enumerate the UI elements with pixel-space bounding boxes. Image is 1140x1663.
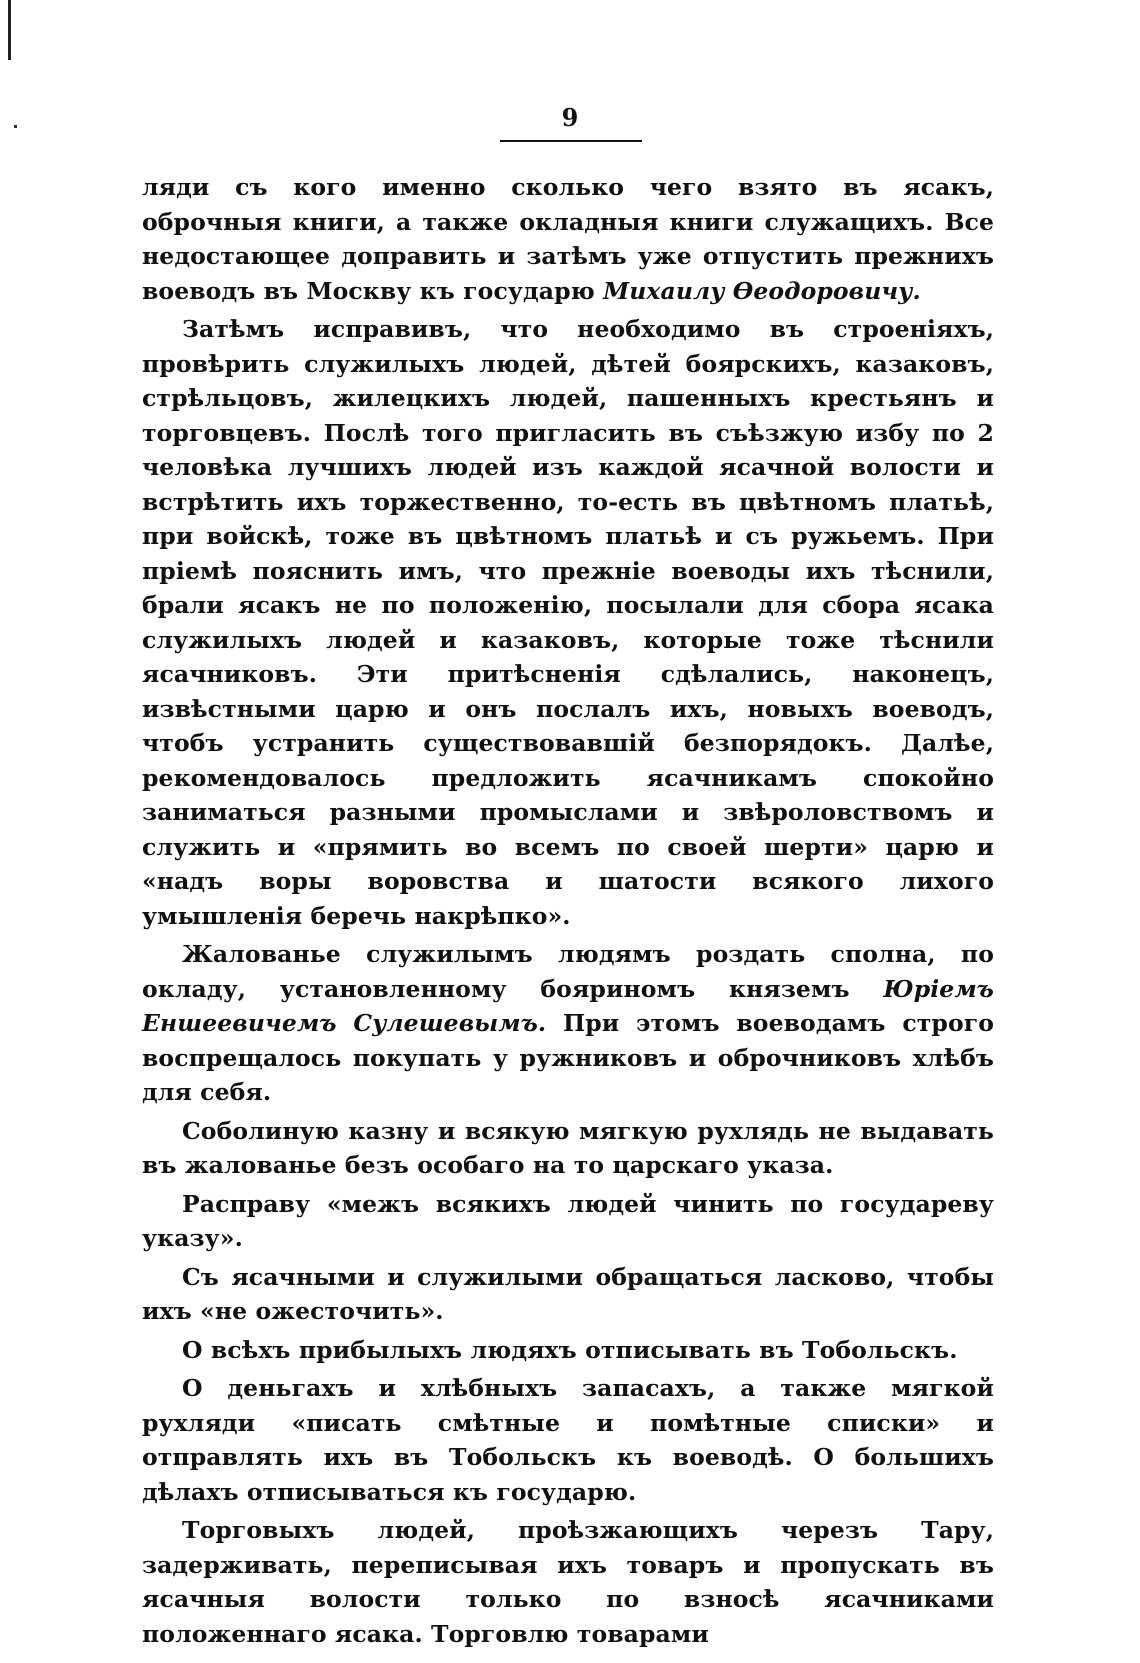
italic-name-text: Михаилу Өеодоровичу. [603,276,921,305]
paragraph [142,170,994,308]
paragraph [142,1260,994,1329]
paragraph-text: При этомъ воеводамъ строго воспрещалось покупать у ружниковъ и оброчниковъ хлѣбъ для себя. [142,1009,994,1106]
scan-edge-mark [8,0,11,60]
paragraph [142,1187,994,1256]
scan-speck [14,125,17,128]
paragraph-text: ляди съ кого именно сколько чего взято въ ясакъ, оброчныя книги, а также окладныя книги служащихъ. Все недостающее доправить и затѣмъ уже отпустить прежнихъ воеводъ въ Москву къ государю [142,173,994,305]
paragraph-text: Соболиную казну и всякую мягкую рухлядь не выдавать въ жалованье безъ особаго на то царскаго указа. [142,1116,994,1179]
paragraph-text: Расправу «межъ всякихъ людей чинить по государеву указу». [142,1189,994,1252]
paragraph-text: Съ ясачными и служилыми обращаться ласково, чтобы ихъ «не ожесточить». [142,1262,994,1325]
paragraph-text: О деньгахъ и хлѣбныхъ запасахъ, а также мягкой рухляди «писать смѣтные и помѣтные списки» и отправлять ихъ въ Тобольскъ къ воеводѣ. О большихъ дѣлахъ отписываться къ государю. [142,1374,994,1506]
paragraph [142,312,994,933]
page-number: 9 [561,103,579,132]
paragraph [142,937,994,1110]
paragraph [142,1333,994,1368]
paragraph-text: О всѣхъ прибылыхъ людяхъ отписывать въ Тобольскъ. [182,1335,958,1364]
paragraph-text: Затѣмъ исправивъ, что необходимо въ строеніяхъ, провѣрить служилыхъ людей, дѣтей боярскихъ, казаковъ, стрѣльцовъ, жилецкихъ людей, пашенныхъ крестьянъ и торговцевъ. Послѣ того пригласить въ съѣзжую избу по 2 человѣка лучшихъ людей изъ каждой ясачной волости и встрѣтить ихъ торжественно, то-есть въ цвѣтномъ платьѣ, при войскѣ, тоже въ цвѣтномъ платьѣ и съ ружьемъ. При пріемѣ пояснить имъ, что прежніе воеводы ихъ тѣснили, брали ясакъ не по положенію, посылали для сбора ясака служилыхъ людей и казаковъ, которые тоже тѣснили ясачниковъ. Эти притѣсненія сдѣлались, наконецъ, извѣстными царю и онъ послалъ ихъ, новыхъ воеводъ, чтобъ устранить существовавшій безпорядокъ. Далѣе, рекомендовалось предложить ясачникамъ спокойно заниматься разными промыслами и звѣроловствомъ и служить и «прямить во всемъ по своей шерти» царю и «надъ воры воровства и шатости всякого лихого умышленія беречь накрѣпко». [142,315,994,930]
italic-name-text: Юріемъ Еншеевичемъ Сулешевымъ. [142,974,994,1037]
paragraph [142,1371,994,1509]
paragraph-text: Торговыхъ людей, проѣзжающихъ черезъ Тару, задерживать, переписывая ихъ товаръ и пропускать въ ясачныя волости только по взносѣ ясачниками положеннаго ясака. Торговлю товарами [142,1516,994,1648]
paragraph [142,1513,994,1651]
page-number-rule [500,140,642,142]
paragraph [142,1114,994,1183]
document-body [142,170,994,1655]
paragraph-text: Жалованье служилымъ людямъ роздать сполна, по окладу, установленному бояриномъ княземъ [142,940,994,1003]
